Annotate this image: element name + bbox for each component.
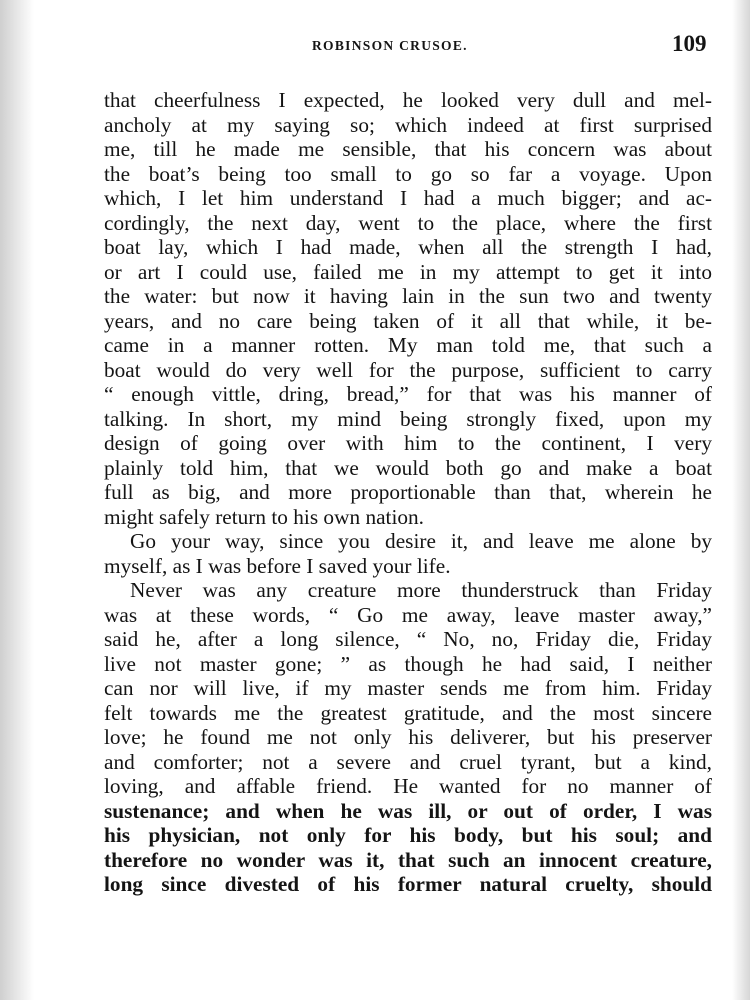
- text-line: cordingly, the next day, went to the place, where the first: [104, 210, 712, 235]
- text-line: me, till he made me sensible, that his concern was about: [104, 137, 712, 161]
- page-edge-shadow: [732, 0, 750, 1000]
- text-line: Go your way, since you desire it, and leave me alone by: [130, 529, 712, 553]
- text-line: the water: but now it having lain in the sun two and twenty: [104, 284, 712, 308]
- text-line: his physician, not only for his body, but his soul; and: [104, 823, 712, 847]
- text-line: love; he found me not only his deliverer, but his preserver: [104, 725, 712, 749]
- text-line: live not master gone; ” as though he had said, I neither: [104, 651, 712, 676]
- running-header: ROBINSON CRUSOE.: [312, 38, 468, 53]
- text-line: boat lay, which I had made, when all the strength I had,: [104, 235, 712, 259]
- text-line: therefore no wonder was it, that such an innocent creature,: [104, 847, 712, 872]
- text-line: can nor will live, if my master sends me from him. Friday: [104, 676, 712, 700]
- text-line: or art I could use, failed me in my attempt to get it into: [104, 259, 712, 284]
- text-line: talking. In short, my mind being strongly fixed, upon my: [104, 406, 712, 431]
- text-line: sustenance; and when he was ill, or out of order, I was: [104, 798, 712, 823]
- text-line: full as big, and more proportionable than that, wherein he: [104, 480, 712, 504]
- text-line: that cheerfulness I expected, he looked very dull and mel-: [104, 88, 712, 112]
- text-line: the boat’s being too small to go so far a voyage. Upon: [104, 161, 712, 186]
- text-line: “ enough vittle, dring, bread,” for that was his manner of: [104, 382, 712, 406]
- text-line: loving, and affable friend. He wanted for no manner of: [104, 774, 712, 798]
- text-line: ancholy at my saying so; which indeed at first surprised: [104, 112, 712, 137]
- text-line: Never was any creature more thunderstruck than Friday: [130, 578, 712, 602]
- text-line: which, I let him understand I had a much bigger; and ac-: [104, 186, 712, 210]
- text-line: was at these words, “ Go me away, leave master away,”: [104, 602, 712, 627]
- text-line: long since divested of his former natural cruelty, should: [104, 872, 712, 896]
- page-number: 109: [672, 31, 707, 56]
- text-line: might safely return to his own nation.: [104, 504, 424, 529]
- text-line: plainly told him, that we would both go and make a boat: [104, 455, 712, 480]
- page-gutter-shadow: [0, 0, 34, 1000]
- text-line: and comforter; not a severe and cruel tyrant, but a kind,: [104, 749, 712, 774]
- text-line: years, and no care being taken of it all that while, it be-: [104, 308, 712, 333]
- text-line: design of going over with him to the continent, I very: [104, 431, 712, 455]
- text-line: came in a manner rotten. My man told me, that such a: [104, 333, 712, 357]
- text-line: felt towards me the greatest gratitude, and the most sincere: [104, 700, 712, 725]
- text-line: boat would do very well for the purpose, sufficient to carry: [104, 357, 712, 382]
- body-text: [104, 88, 712, 897]
- text-line: myself, as I was before I saved your life.: [104, 553, 451, 578]
- text-line: said he, after a long silence, “ No, no, Friday die, Friday: [104, 627, 712, 651]
